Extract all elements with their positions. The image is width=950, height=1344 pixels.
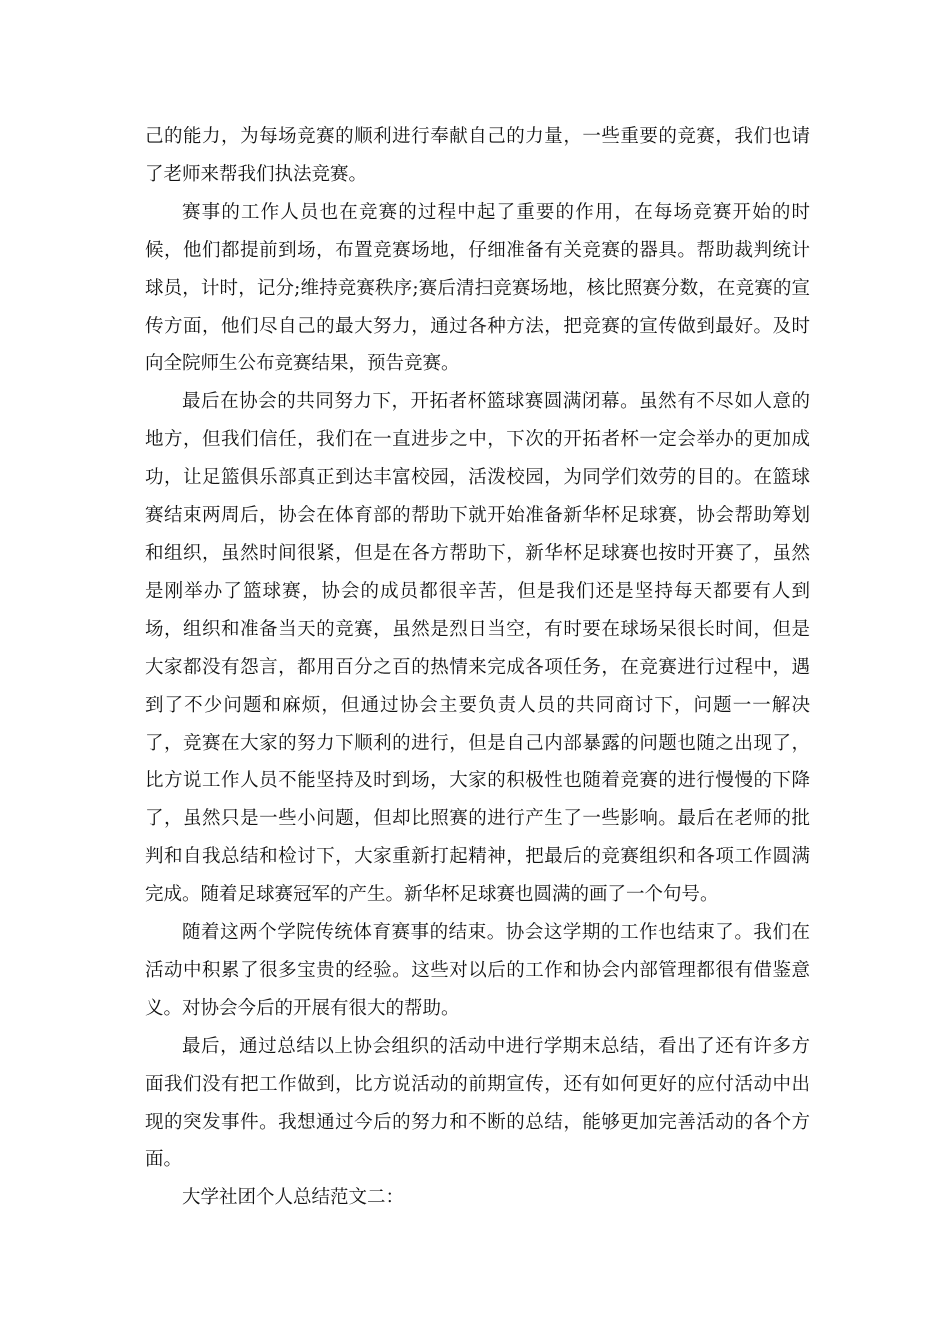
document-body [145,118,810,1217]
paragraph-3: 最后在协会的共同努力下，开拓者杯篮球赛圆满闭幕。虽然有不尽如人意的地方，但我们信任，我们在一直进步之中，下次的开拓者杯一定会举办的更加成功，让足篮俱乐部真正到达丰富校园，活泼校园，为同学们效劳的目的。在篮球赛结束两周后，协会在体育部的帮助下就开始准备新华杯足球赛，协会帮助筹划和组织，虽然时间很紧，但是在各方帮助下，新华杯足球赛也按时开赛了，虽然是刚举办了篮球赛，协会的成员都很辛苦，但是我们还是坚持每天都要有人到场，组织和准备当天的竞赛，虽然是烈日当空，有时要在球场呆很长时间，但是大家都没有怨言，都用百分之百的热情来完成各项任务，在竞赛进行过程中，遇到了不少问题和麻烦，但通过协会主要负责人员的共同商讨下，问题一一解决了，竞赛在大家的努力下顺利的进行，但是自己内部暴露的问题也随之出现了，比方说工作人员不能坚持及时到场，大家的积极性也随着竞赛的进行慢慢的下降了，虽然只是一些小问题，但却比照赛的进行产生了一些影响。最后在老师的批判和自我总结和检讨下，大家重新打起精神，把最后的竞赛组织和各项工作圆满完成。随着足球赛冠军的产生。新华杯足球赛也圆满的画了一个句号。 [145,391,810,906]
paragraph-2: 赛事的工作人员也在竞赛的过程中起了重要的作用，在每场竞赛开始的时候，他们都提前到场，布置竞赛场地，仔细准备有关竞赛的器具。帮助裁判统计球员，计时，记分;维持竞赛秩序;赛后清扫竞赛场地，核比照赛分数，在竞赛的宣传方面，他们尽自己的最大努力，通过各种方法，把竞赛的宣传做到最好。及时向全院师生公布竞赛结果，预告竞赛。 [145,201,810,375]
paragraph-5: 最后，通过总结以上协会组织的活动中进行学期末总结，看出了还有许多方面我们没有把工作做到，比方说活动的前期宣传，还有如何更好的应付活动中出现的突发事件。我想通过今后的努力和不断的总结，能够更加完善活动的各个方面。 [145,1035,810,1171]
paragraph-1: 己的能力，为每场竞赛的顺利进行奉献自己的力量，一些重要的竞赛，我们也请了老师来帮我们执法竞赛。 [145,126,810,185]
section-heading-paragraph: 大学社团个人总结范文二： [182,1187,405,1209]
paragraph-4: 随着这两个学院传统体育赛事的结束。协会这学期的工作也结束了。我们在活动中积累了很多宝贵的经验。这些对以后的工作和协会内部管理都很有借鉴意义。对协会今后的开展有很大的帮助。 [145,922,810,1019]
